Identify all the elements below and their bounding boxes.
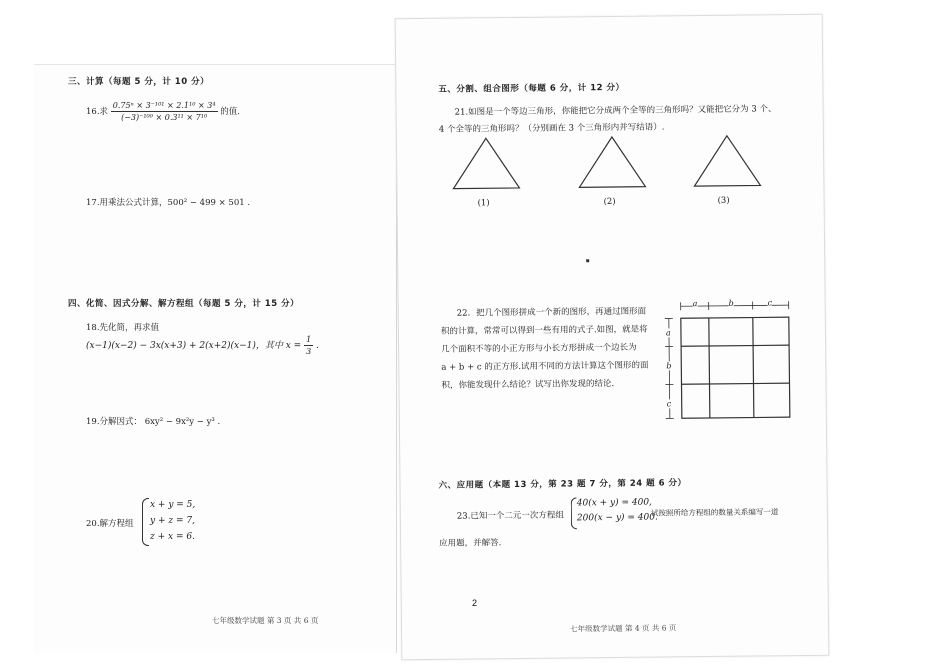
left-page-footer: 七年级数学试题 第 3 页 共 6 页 [212,616,319,625]
triangle-1-label: (1) [477,198,490,209]
q22-line-3: 几个面积不等的小正方形与小长方形拼成一个边长为 [441,342,637,355]
right-exam-page [395,14,830,660]
grid-left-label-c: c [666,399,672,409]
q16-numerator: 0.75ⁿ × 3⁻¹⁰¹ × 2.1¹⁰ × 3⁴ [112,101,216,110]
q18-end: . [316,341,319,351]
question-23-suffix: 试按照所给方程组的数量关系编写一道 [650,507,779,518]
question-19: 19.分解因式： 6xy² − 9x²y − y³ . [86,417,221,427]
q23-eq-1: 40(x + y) = 400, [576,497,652,509]
q18-frac-den: 3 [306,347,312,356]
q20-eq-3: z + x = 6. [150,532,195,542]
grid-top-label-c: c [767,298,773,308]
q16-fraction [111,101,218,122]
q20-equations [150,497,195,545]
q23-equations [577,496,658,527]
question-23-prefix: 23.已知一个二元一次方程组 [456,510,564,522]
grid-left-label-a: a [665,328,671,338]
q20-brace [142,498,149,546]
question-18-expression [86,335,319,356]
q18-expr: (x−1)(x−2) − 3x(x+3) + 2(x+2)(x−1)，其中 x = [86,341,302,351]
question-16 [86,101,240,122]
q18-fraction [304,335,313,356]
triangle-1 [451,136,522,193]
question-21-line-2: 4 个全等的三角形吗？（分别画在 3 个三角形内并写结语）. [438,122,665,135]
q18-frac-num: 1 [306,335,312,344]
question-21-line-1: 21.如图是一个等边三角形，你能把它分成两个全等的三角形吗？又能把它分为 3 个、 [454,104,777,118]
q16-prefix: 16.求 [86,107,109,117]
q22-line-5: 积，你能发现什么结论？试写出你发现的结论. [441,378,615,391]
triangle-3-label: (3) [717,195,730,206]
page-number: 2 [472,598,478,608]
triangle-3 [692,133,763,190]
question-20-label: 20.解方程组 [86,519,134,529]
q20-eq-2: y + z = 7, [150,516,195,526]
q22-line-1: 22．把几个图形拼成一个新的图形，再通过图形面 [456,306,647,319]
section-5-title: 五、分割、组合图形（每题 6 分，计 12 分） [438,82,625,95]
question-23-line-2: 应用题，并解答. [439,538,502,549]
grid-top-label-b: b [728,298,734,308]
left-exam-page [34,64,397,653]
grid-left-label-b: b [666,361,672,371]
q20-eq-1: x + y = 5, [150,500,196,510]
right-page-footer: 七年级数学试题 第 4 页 共 6 页 [570,623,677,634]
question-22 [440,303,649,395]
grid-top-label-a: a [692,299,698,309]
section-4-title: 四、化简、因式分解、解方程组（每题 5 分，计 15 分） [68,299,300,309]
q16-suffix: 的值. [220,107,240,117]
section-6-title: 六、应用题（本题 13 分，第 23 题 7 分，第 24 题 6 分） [438,478,687,491]
question-17: 17.用乘法公式计算，500² − 499 × 501 . [86,198,251,208]
triangle-2-label: (2) [603,196,616,208]
scan-speck [586,259,589,262]
q16-denominator: (−3)⁻¹⁰⁰ × 0.3¹¹ × 7¹⁰ [121,113,208,122]
triangle-2 [577,135,648,192]
question-18-intro: 18.先化简，再求值 [86,323,160,333]
q22-line-2: 积的计算，常常可以得到一些有用的式子.如图，就是将 [440,324,648,337]
q23-eq-2: 200(x − y) = 400. [576,512,658,524]
q22-line-4: a + b + c 的正方形.试用不同的方法计算这个图形的面 [441,360,649,373]
square-grid-figure [661,297,802,428]
section-3-title: 三、计算（每题 5 分，计 10 分） [68,77,210,87]
